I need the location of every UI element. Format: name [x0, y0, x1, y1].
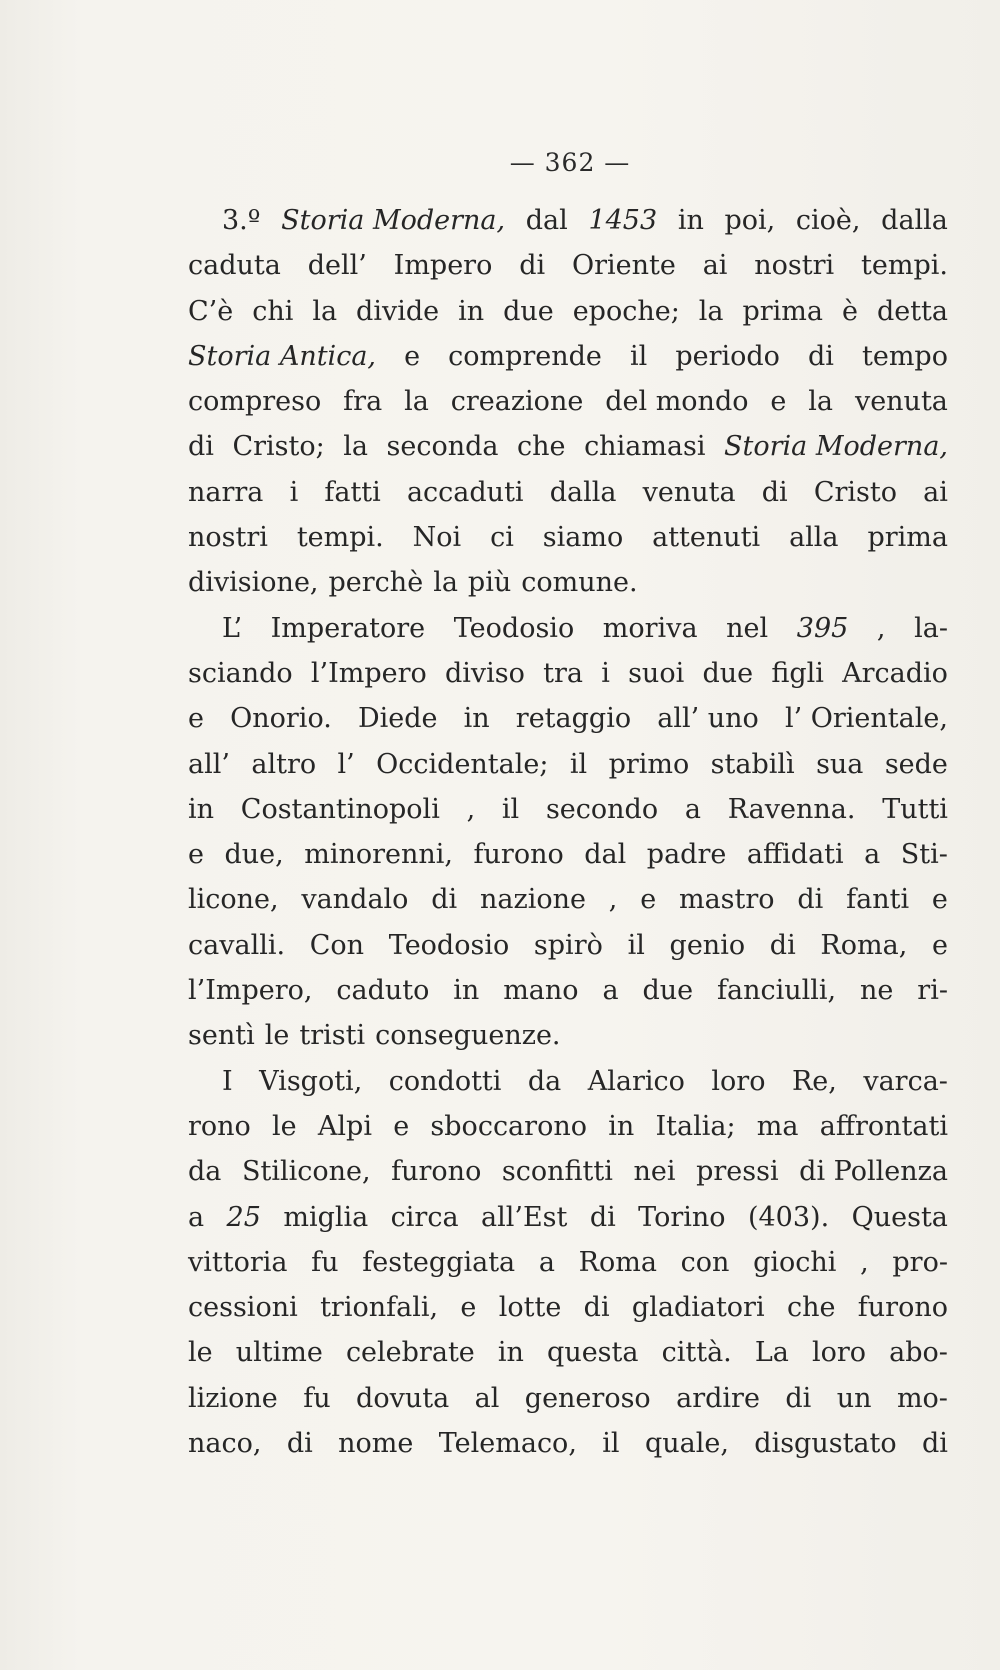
text-word: e	[931, 884, 948, 916]
text-word: cioè,	[795, 205, 861, 236]
text-word: tristi	[299, 1020, 366, 1052]
text-word: è	[841, 295, 858, 327]
text-word: licone,	[188, 884, 279, 916]
text-word: Questa	[851, 1201, 948, 1233]
text-word: la	[433, 567, 458, 599]
text-word: mastro	[678, 884, 775, 916]
text-word: loro	[812, 1337, 867, 1369]
text-word: la	[404, 386, 429, 418]
text-word: retaggio	[515, 703, 632, 735]
text-word: venuta	[854, 386, 948, 418]
text-word: seconda	[386, 431, 499, 463]
text-word: più	[467, 567, 512, 599]
text-line	[188, 470, 948, 515]
text-word: di Pollenza	[799, 1156, 948, 1188]
text-word: compreso	[188, 386, 322, 418]
text-word: fu	[303, 1382, 331, 1414]
text-line	[188, 742, 948, 787]
text-word: primo	[608, 748, 690, 780]
text-word: (403).	[747, 1201, 830, 1233]
text-word: lizione	[188, 1382, 278, 1414]
text-word: ,	[876, 612, 886, 644]
text-word: padre	[646, 839, 727, 871]
text-word: fanti	[846, 884, 910, 916]
text-word: con	[680, 1246, 730, 1278]
text-word: ultime	[235, 1337, 323, 1369]
text-word: Italia;	[655, 1110, 736, 1142]
text-line	[188, 787, 948, 832]
text-word: in	[608, 1110, 635, 1142]
text-word: a	[864, 839, 881, 871]
text-word: trionfali,	[320, 1292, 439, 1324]
text-word: in	[453, 975, 480, 1007]
text-word: il	[627, 929, 645, 961]
text-word: tempo	[861, 340, 948, 372]
text-word: suoi	[628, 657, 685, 689]
text-word: fu	[311, 1246, 339, 1278]
text-word: pro-	[892, 1246, 948, 1278]
text-word: ,	[860, 1246, 869, 1278]
text-word: Teodosio	[453, 612, 575, 644]
text-word: nel	[726, 612, 769, 644]
text-word: ai	[702, 250, 728, 282]
text-word: gladiatori	[631, 1292, 765, 1324]
text-word: Ravenna.	[727, 793, 856, 825]
text-word: di	[519, 250, 546, 282]
text-word: vittoria	[188, 1246, 288, 1278]
text-line	[188, 379, 948, 424]
text-word: comprende	[448, 340, 602, 372]
text-word: creazione	[450, 386, 584, 418]
text-word: Imperatore	[270, 612, 426, 644]
text-line	[188, 923, 948, 968]
text-word: all’	[188, 748, 230, 780]
text-word: sua	[816, 748, 864, 780]
text-word: caduto	[336, 975, 430, 1007]
text-word: prima	[867, 522, 948, 554]
text-word: tempi.	[861, 250, 948, 282]
text-word: Teodosio	[388, 929, 510, 961]
text-word: Re,	[791, 1065, 837, 1097]
text-word: la	[312, 295, 338, 327]
text-word: Arcadio	[842, 657, 948, 689]
text-line	[188, 243, 948, 288]
text-word: cessioni	[188, 1292, 298, 1324]
text-word: la-	[914, 612, 948, 644]
text-word: Storia Moderna,	[281, 205, 506, 236]
text-word: al	[474, 1382, 500, 1414]
text-word: prima	[742, 295, 824, 327]
text-word: che	[786, 1292, 836, 1324]
text-word: chiamasi	[584, 431, 706, 463]
text-word: quale,	[644, 1428, 729, 1460]
text-word: genio	[669, 929, 746, 961]
text-word: il	[602, 1428, 620, 1460]
text-line	[188, 832, 948, 877]
text-word: Stilicone,	[241, 1156, 371, 1188]
text-word: di	[761, 476, 788, 508]
text-word: affrontati	[819, 1110, 948, 1142]
text-word: mo-	[896, 1382, 948, 1414]
text-line	[188, 334, 948, 379]
text-word: Roma	[578, 1246, 657, 1278]
text-line	[188, 877, 948, 922]
text-word: affidati	[746, 839, 844, 871]
text-word: sconfitti	[501, 1156, 613, 1188]
text-word: cavalli.	[188, 929, 286, 961]
text-word: in	[463, 703, 490, 735]
text-word: Diede	[357, 703, 438, 735]
text-word: celebrate	[345, 1337, 475, 1369]
text-word: venuta	[642, 476, 736, 508]
text-word: del mondo	[605, 386, 749, 418]
text-line	[188, 968, 948, 1013]
text-word: furono	[857, 1292, 948, 1324]
text-word: Storia Antica,	[188, 340, 376, 372]
text-word: secondo	[545, 793, 659, 825]
text-word: di	[583, 1292, 610, 1324]
text-word: le	[272, 1110, 297, 1142]
text-line	[188, 515, 948, 560]
text-word: dovuta	[356, 1382, 450, 1414]
text-word: di	[286, 1428, 313, 1460]
text-word: ai	[923, 476, 948, 508]
text-word: di	[188, 431, 214, 463]
text-word: i	[601, 657, 610, 689]
text-word: in	[458, 295, 485, 327]
text-word: di	[808, 340, 834, 372]
text-word: di	[769, 929, 796, 961]
text-word: due,	[224, 839, 284, 871]
text-line	[188, 1240, 948, 1285]
text-word: sciando	[188, 657, 293, 689]
text-line	[188, 1285, 948, 1330]
text-word: dalla	[881, 205, 948, 236]
text-word: abo-	[889, 1337, 948, 1369]
text-line	[188, 560, 948, 605]
text-word: di	[922, 1428, 948, 1460]
text-word: narra	[188, 476, 264, 508]
text-word: all’Est	[481, 1201, 568, 1233]
text-word: e	[770, 386, 787, 418]
text-word: divide	[356, 295, 440, 327]
text-word: naco,	[188, 1428, 262, 1460]
text-word: festeggiata	[362, 1246, 516, 1278]
text-word: diviso	[445, 657, 525, 689]
text-word: e	[640, 884, 657, 916]
text-word: da	[527, 1065, 562, 1097]
text-word: due	[702, 657, 754, 689]
text-word: comune.	[521, 567, 638, 599]
text-word: ,	[608, 884, 618, 916]
text-word: rono	[188, 1110, 251, 1142]
text-line	[188, 289, 948, 334]
text-word: chi	[252, 295, 294, 327]
text-word: ci	[490, 522, 514, 554]
text-word: di	[431, 884, 458, 916]
text-word: periodo	[675, 340, 780, 372]
text-word: vandalo	[301, 884, 409, 916]
text-word: a	[538, 1246, 555, 1278]
text-word: a	[188, 1201, 205, 1233]
text-word: nome	[338, 1428, 414, 1460]
text-word: e	[188, 839, 204, 871]
text-word: fatti	[324, 476, 381, 508]
text-word: ,	[466, 793, 476, 825]
text-word: Tutti	[882, 793, 948, 825]
text-word: e	[404, 340, 421, 372]
text-word: loro	[711, 1065, 766, 1097]
text-word: nei	[633, 1156, 676, 1188]
text-word: Onorio.	[230, 703, 332, 735]
text-word: in	[677, 205, 704, 236]
text-word: disgustato	[754, 1428, 897, 1460]
text-word: sede	[884, 748, 948, 780]
text-word: 25	[226, 1201, 261, 1233]
text-word: mano	[503, 975, 579, 1007]
text-word: ne	[860, 975, 894, 1007]
text-word: due	[503, 295, 554, 327]
text-word: tempi.	[296, 522, 384, 554]
text-word: condotti	[388, 1065, 502, 1097]
text-line	[188, 651, 948, 696]
text-word: varca-	[863, 1065, 948, 1097]
text-word: La	[754, 1337, 789, 1369]
text-word: attenuti	[652, 522, 761, 554]
text-word: Occidentale;	[376, 748, 549, 780]
text-word: la	[808, 386, 834, 418]
text-word: ma	[756, 1110, 799, 1142]
text-word: caduta	[188, 250, 281, 282]
text-word: il	[569, 748, 588, 780]
text-line	[188, 1421, 948, 1466]
text-word: città.	[661, 1337, 732, 1369]
text-word: ri-	[917, 975, 948, 1007]
text-line	[188, 1149, 948, 1194]
text-word: le	[188, 1337, 213, 1369]
text-word: di	[797, 884, 824, 916]
text-line	[188, 1013, 948, 1058]
text-word: sboccarono	[430, 1110, 587, 1142]
text-word: dal	[584, 839, 627, 871]
text-word: e	[188, 703, 204, 735]
text-word: tra	[543, 657, 583, 689]
text-word: un	[836, 1382, 872, 1414]
text-word: pressi	[696, 1156, 779, 1188]
text-word: due	[642, 975, 694, 1007]
text-word: circa	[390, 1201, 459, 1233]
text-word: l’Impero	[310, 657, 427, 689]
text-word: Telemaco,	[438, 1428, 577, 1460]
text-line	[188, 606, 948, 651]
text-word: spirò	[533, 929, 603, 961]
text-word: le	[264, 1020, 290, 1052]
text-word: generoso	[524, 1382, 651, 1414]
text-line	[188, 1376, 948, 1421]
text-word: furono	[391, 1156, 482, 1188]
text-word: fanciulli,	[717, 975, 837, 1007]
text-word: Noi	[412, 522, 462, 554]
text-word: 1453	[588, 205, 658, 236]
text-word: altro	[251, 748, 317, 780]
text-word: figli	[771, 657, 824, 689]
text-word: accaduti	[406, 476, 524, 508]
text-word: alla	[789, 522, 839, 554]
text-word: e	[460, 1292, 477, 1324]
text-word: Roma,	[820, 929, 908, 961]
text-word: Costantinopoli	[240, 793, 440, 825]
page-number: — 362 —	[509, 148, 631, 177]
text-word: il	[629, 340, 648, 372]
text-word: l’	[337, 748, 355, 780]
text-word: Alarico	[587, 1065, 685, 1097]
text-word: epoche;	[572, 295, 680, 327]
text-word: Visgoti,	[259, 1065, 363, 1097]
text-word: Cristo;	[232, 431, 325, 463]
text-word: la	[698, 295, 724, 327]
text-word: da	[188, 1156, 222, 1188]
text-word: moriva	[602, 612, 698, 644]
text-word: sentì	[188, 1020, 255, 1052]
text-word: Cristo	[813, 476, 897, 508]
text-word: fra	[343, 386, 383, 418]
text-line	[188, 1104, 948, 1149]
text-word: conseguenze.	[375, 1020, 561, 1052]
text-word: Impero	[393, 250, 493, 282]
text-word: dal	[525, 205, 568, 236]
text-line	[188, 696, 948, 741]
text-word: nostri	[188, 522, 268, 554]
text-word: Alpi	[317, 1110, 372, 1142]
text-word: all’ uno	[657, 703, 759, 735]
text-word: dell’	[307, 250, 367, 282]
text-word: C’è	[188, 295, 234, 327]
text-word: stabilì	[710, 748, 795, 780]
text-word: di	[589, 1201, 616, 1233]
text-word: di	[785, 1382, 812, 1414]
text-word: 3.º	[222, 205, 261, 236]
text-word: i	[289, 476, 299, 508]
text-word: detta	[876, 295, 948, 327]
text-line	[188, 424, 948, 469]
text-word: Storia Moderna,	[724, 431, 948, 463]
text-word: Sti-	[900, 839, 948, 871]
text-word: lotte	[498, 1292, 562, 1324]
text-word: nostri	[754, 250, 835, 282]
text-line	[188, 1330, 948, 1375]
text-word: L’	[222, 612, 243, 644]
text-word: Con	[309, 929, 365, 961]
text-word: e	[932, 929, 948, 961]
text-word: a	[684, 793, 701, 825]
text-word: a	[602, 975, 619, 1007]
text-word: nazione	[479, 884, 586, 916]
text-word: giochi	[753, 1246, 837, 1278]
text-word: la	[343, 431, 368, 463]
text-line	[188, 1195, 948, 1240]
text-word: perchè	[328, 567, 424, 599]
text-word: l’Impero,	[188, 975, 313, 1007]
text-word: poi,	[724, 205, 776, 236]
text-word: I	[222, 1065, 233, 1097]
text-word: miglia	[283, 1201, 369, 1233]
text-word: 395	[796, 612, 849, 644]
text-word: minorenni,	[304, 839, 454, 871]
text-word: Torino	[638, 1201, 726, 1233]
text-word: furono	[473, 839, 564, 871]
text-word: e	[393, 1110, 410, 1142]
text-word: divisione,	[188, 567, 319, 599]
text-word: l’ Orientale,	[784, 703, 948, 735]
text-word: dalla	[549, 476, 617, 508]
text-word: in	[497, 1337, 524, 1369]
text-word: Oriente	[571, 250, 676, 282]
text-line	[188, 1059, 948, 1104]
text-word: ardire	[676, 1382, 760, 1414]
text-line	[188, 198, 948, 243]
text-word: siamo	[542, 522, 624, 554]
text-word: questa	[547, 1337, 639, 1369]
text-word: in	[188, 793, 215, 825]
text-word: il	[501, 793, 520, 825]
body-text	[188, 198, 948, 1466]
text-word: che	[517, 431, 566, 463]
